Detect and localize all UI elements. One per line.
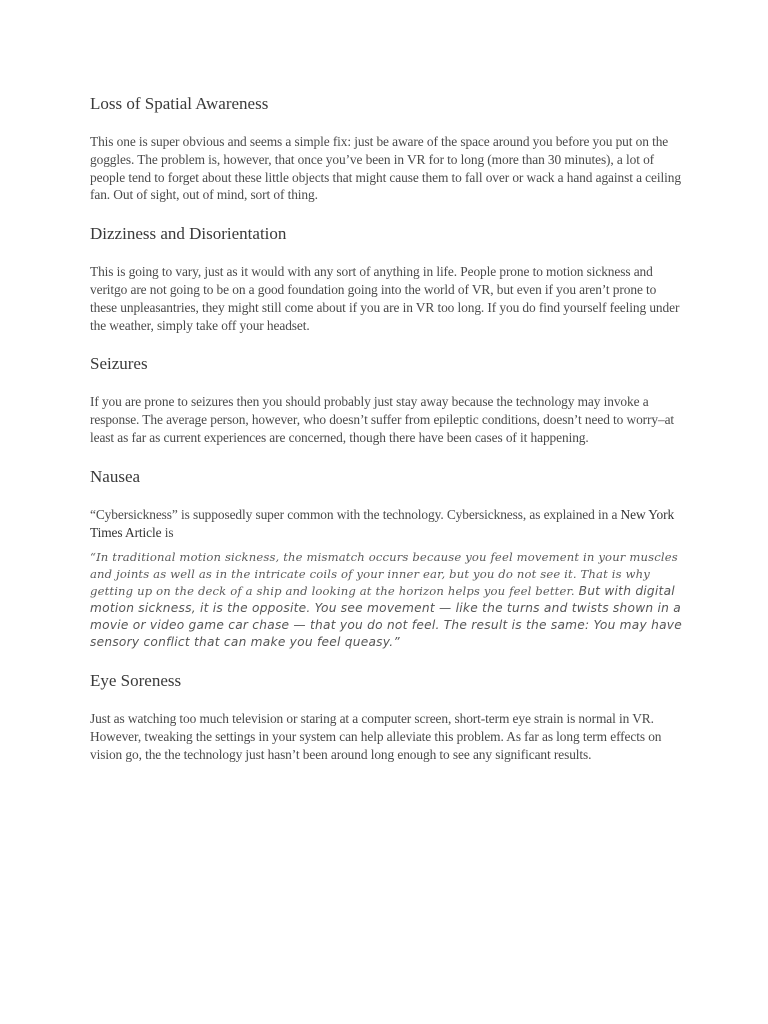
paragraph-spatial-awareness: This one is super obvious and seems a simple fix: just be aware of the space around you before you put on the goggles. The problem is, however, that once you’ve been in VR for to long (more than 30 minutes), a lot of people tend to forget about these little objects that might cause them to fall over or wack a hand against a ceiling fan. Out of sight, out of mind, sort of thing. — [90, 134, 681, 203]
nausea-text-before-link: “Cybersickness” is supposedly super common with the technology. Cybersickness, as explained in a — [90, 506, 621, 522]
heading-eye-soreness: Eye Soreness — [90, 671, 182, 691]
paragraph-seizures: If you are prone to seizures then you should probably just stay away because the technology may invoke a response. The average person, however, who doesn’t suffer from epileptic conditions, doesn’t need to worry–at least as far as current experiences are concerned, though there have been cases of it happening. — [90, 394, 675, 445]
paragraph-dizziness: This is going to vary, just as it would with any sort of anything in life. People prone to motion sickness and veritgo are not going to be on a good foundation going into the world of VR, but even if you aren’t prone to these unpleasantries, they might still come about if you are in VR too long. If you do find yourself feeling under the weather, simply take off your headset. — [90, 264, 680, 333]
heading-loss-of-spatial-awareness: Loss of Spatial Awareness — [90, 94, 269, 113]
paragraph-eye-soreness: Just as watching too much television or staring at a computer screen, short-term eye strain is normal in VR. However, tweaking the settings in your system can help alleviate this problem. As far as long term effects on vision go, the the technology just hasn’t been around long enough to see any significant results. — [90, 711, 662, 762]
heading-nausea: Nausea — [90, 466, 141, 486]
quote-part-2: But with digital motion sickness, it is the opposite. You see movement — like the turns and twists shown in a movie or video game car chase — that you do not feel. The result is the same: You may have sensory conflict that can make you feel queasy.” — [90, 584, 683, 650]
heading-seizures: Seizures — [90, 354, 148, 374]
new-york-times-article-link[interactable]: New York Times Article — [90, 506, 675, 540]
heading-dizziness-and-disorientation: Dizziness and Disorientation — [90, 224, 287, 244]
cybersickness-quote — [90, 549, 682, 651]
quote-part-1: “In traditional motion sickness, the mismatch occurs because you feel movement in your muscles and joints as well as in the intricate coils of your inner ear, but you do not see it. That is why getting up on the deck of a ship and looking at the horizon helps you feel better. — [90, 550, 678, 599]
nausea-text-after-link: is — [161, 524, 174, 540]
paragraph-nausea — [90, 506, 682, 542]
document-page — [90, 92, 682, 782]
